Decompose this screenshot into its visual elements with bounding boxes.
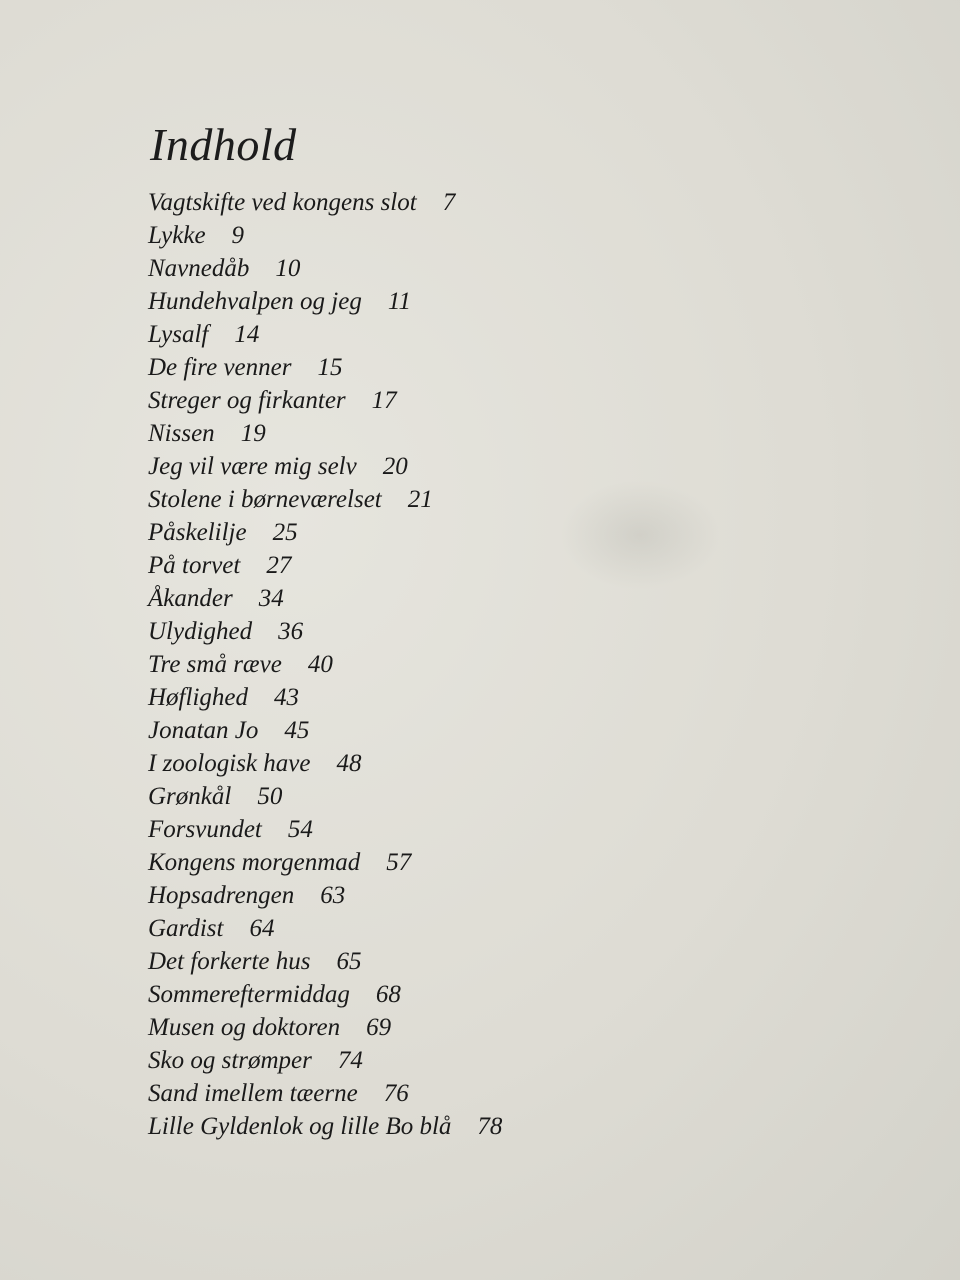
toc-entry-page-number: 36 xyxy=(278,618,304,645)
toc-entry-page-number: 20 xyxy=(382,453,408,480)
toc-entry-page-number: 57 xyxy=(386,849,412,876)
toc-entry-page-number: 54 xyxy=(287,816,313,843)
toc-entry-title: Sand imellem tæerne xyxy=(148,1080,358,1107)
toc-entry-title: På torvet xyxy=(148,552,241,579)
toc-entry xyxy=(148,516,502,549)
toc-entry xyxy=(148,978,502,1011)
toc-entry-title: Lille Gyldenlok og lille Bo blå xyxy=(148,1113,452,1140)
toc-entry xyxy=(148,780,502,813)
toc-entry-page-number: 11 xyxy=(387,288,411,315)
toc-entry-title: Lykke xyxy=(148,222,206,249)
toc-entry-page-number: 65 xyxy=(336,948,362,975)
toc-entry-title: I zoologisk have xyxy=(148,750,311,777)
toc-entry-title: Kongens morgenmad xyxy=(148,849,361,876)
toc-entry-page-number: 43 xyxy=(274,684,299,711)
toc-entry-page-number: 50 xyxy=(257,783,283,810)
toc-entry-page-number: 76 xyxy=(383,1080,409,1107)
toc-entry xyxy=(148,351,502,384)
toc-entry-page-number: 14 xyxy=(234,321,260,348)
toc-entry-title: Vagtskifte ved kongens slot xyxy=(148,189,417,216)
toc-entry-page-number: 74 xyxy=(337,1047,363,1074)
table-of-contents xyxy=(148,186,502,1143)
toc-entry xyxy=(148,714,502,747)
toc-entry-title: Nissen xyxy=(148,420,215,447)
toc-entry-title: Streger og firkanter xyxy=(148,387,346,414)
toc-entry xyxy=(148,1011,502,1044)
toc-entry xyxy=(148,219,502,252)
toc-entry-title: Musen og doktoren xyxy=(148,1014,341,1041)
show-through-smudge xyxy=(560,480,720,590)
toc-entry-title: Navnedåb xyxy=(148,255,250,282)
toc-entry-page-number: 10 xyxy=(275,255,301,282)
toc-entry xyxy=(148,912,502,945)
toc-entry xyxy=(148,945,502,978)
toc-entry-page-number: 69 xyxy=(366,1014,392,1041)
toc-entry-title: Sko og strømper xyxy=(148,1047,312,1074)
toc-entry-page-number: 9 xyxy=(231,222,245,249)
toc-entry-page-number: 63 xyxy=(320,882,346,909)
toc-entry-title: Stolene i børneværelset xyxy=(148,486,382,513)
toc-entry-title: Tre små ræve xyxy=(148,651,282,678)
toc-entry-page-number: 19 xyxy=(240,420,266,447)
toc-entry-title: Lysalf xyxy=(148,321,209,348)
toc-entry-page-number: 27 xyxy=(266,552,292,579)
toc-entry xyxy=(148,615,502,648)
toc-entry-title: Hundehvalpen og jeg xyxy=(148,288,362,315)
toc-entry-title: Forsvundet xyxy=(148,816,262,843)
toc-entry-page-number: 25 xyxy=(272,519,298,546)
toc-entry xyxy=(148,747,502,780)
toc-entry-page-number: 68 xyxy=(375,981,401,1008)
toc-entry-title: De fire venner xyxy=(148,354,292,381)
page-title: Indhold xyxy=(150,119,297,170)
toc-entry-page-number: 64 xyxy=(249,915,275,942)
toc-entry xyxy=(148,285,502,318)
toc-entry xyxy=(148,318,502,351)
toc-entry-title: Ulydighed xyxy=(148,618,253,645)
toc-entry-title: Påskelilje xyxy=(148,519,247,546)
toc-entry xyxy=(148,252,502,285)
toc-entry-title: Grønkål xyxy=(148,783,232,810)
toc-entry xyxy=(148,582,502,615)
toc-entry-title: Gardist xyxy=(148,915,224,942)
toc-entry-title: Høflighed xyxy=(148,684,248,711)
toc-entry-title: Hopsadrengen xyxy=(148,882,295,909)
toc-entry xyxy=(148,450,502,483)
toc-entry xyxy=(148,681,502,714)
toc-entry xyxy=(148,417,502,450)
toc-entry xyxy=(148,1044,502,1077)
toc-entry-title: Det forkerte hus xyxy=(148,948,311,975)
toc-entry xyxy=(148,846,502,879)
toc-entry xyxy=(148,1077,502,1110)
toc-entry xyxy=(148,1110,502,1143)
toc-entry-page-number: 15 xyxy=(317,354,343,381)
toc-entry xyxy=(148,186,502,219)
toc-entry-page-number: 34 xyxy=(258,585,284,612)
toc-entry-title: Sommereftermiddag xyxy=(148,981,350,1008)
toc-entry-page-number: 48 xyxy=(336,750,362,777)
toc-entry-page-number: 45 xyxy=(284,717,310,744)
toc-entry-title: Jonatan Jo xyxy=(148,717,259,744)
toc-entry xyxy=(148,384,502,417)
toc-entry-page-number: 40 xyxy=(307,651,333,678)
toc-entry xyxy=(148,648,502,681)
toc-entry xyxy=(148,483,502,516)
toc-entry-page-number: 17 xyxy=(371,387,397,414)
toc-entry-page-number: 21 xyxy=(407,486,433,513)
toc-entry-title: Jeg vil være mig selv xyxy=(148,453,357,480)
toc-entry-page-number: 78 xyxy=(477,1113,503,1140)
toc-entry-page-number: 7 xyxy=(442,189,456,216)
toc-entry xyxy=(148,813,502,846)
toc-entry xyxy=(148,879,502,912)
toc-entry-title: Åkander xyxy=(148,585,233,612)
toc-entry xyxy=(148,549,502,582)
